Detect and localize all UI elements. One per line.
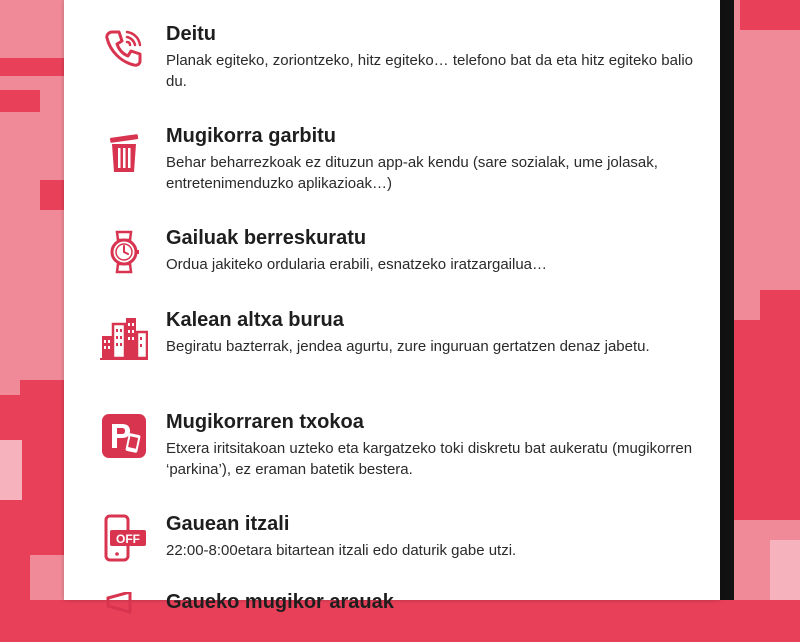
pixel-block bbox=[770, 540, 800, 600]
item-description: 22:00-8:00etara bitartean itzali edo daturik gabe utzi. bbox=[166, 542, 517, 559]
pixel-block bbox=[0, 555, 30, 600]
megaphone-icon bbox=[98, 590, 150, 642]
off-label: OFF bbox=[116, 532, 140, 546]
item-description: Behar beharrezkoak ez dituzun app-ak kendu (sare sozialak, ume jolasak, entretenimenduzko aplikazioak…) bbox=[166, 154, 658, 192]
item-description: Ordua jakiteko ordularia erabili, esnatzeko iratzargailua… bbox=[166, 256, 548, 273]
pixel-block bbox=[740, 0, 800, 30]
device-edge bbox=[720, 0, 734, 600]
item-description: Etxera iritsitakoan uzteko eta kargatzeko toki diskretu bat aukeratu (mugikorren ‘parkina’), ez eraman batetik bestera. bbox=[166, 440, 693, 478]
item-title: Gaueko mugikor arauak bbox=[166, 591, 394, 613]
item-title: Gailuak berreskuratu bbox=[166, 227, 367, 249]
pixel-block bbox=[20, 380, 64, 400]
pixel-block bbox=[40, 180, 64, 210]
item-description: Begiratu bazterrak, jendea agurtu, zure inguruan gertatzen denaz jabetu. bbox=[166, 338, 650, 355]
pixel-block bbox=[0, 90, 40, 112]
item-title: Kalean altxa burua bbox=[166, 309, 344, 331]
pixel-block bbox=[0, 440, 22, 500]
item-description: Planak egiteko, zoriontzeko, hitz egiteko… telefono bat da eta hitz egiteko balio du. bbox=[166, 52, 693, 90]
wristwatch-icon bbox=[98, 226, 150, 278]
city-buildings-icon bbox=[98, 312, 150, 364]
tips-card bbox=[64, 0, 720, 613]
item-title: Deitu bbox=[166, 23, 216, 45]
item-title: Mugikorra garbitu bbox=[166, 125, 337, 147]
phone-icon bbox=[98, 22, 150, 74]
parking-phone-icon bbox=[98, 410, 150, 462]
phone-off-icon bbox=[98, 512, 150, 564]
pixel-heart-right bbox=[734, 320, 800, 520]
item-title: Mugikorraren txokoa bbox=[166, 411, 364, 433]
trash-icon bbox=[98, 126, 150, 178]
pixel-block bbox=[0, 58, 64, 76]
item-title: Gauean itzali bbox=[166, 513, 290, 535]
